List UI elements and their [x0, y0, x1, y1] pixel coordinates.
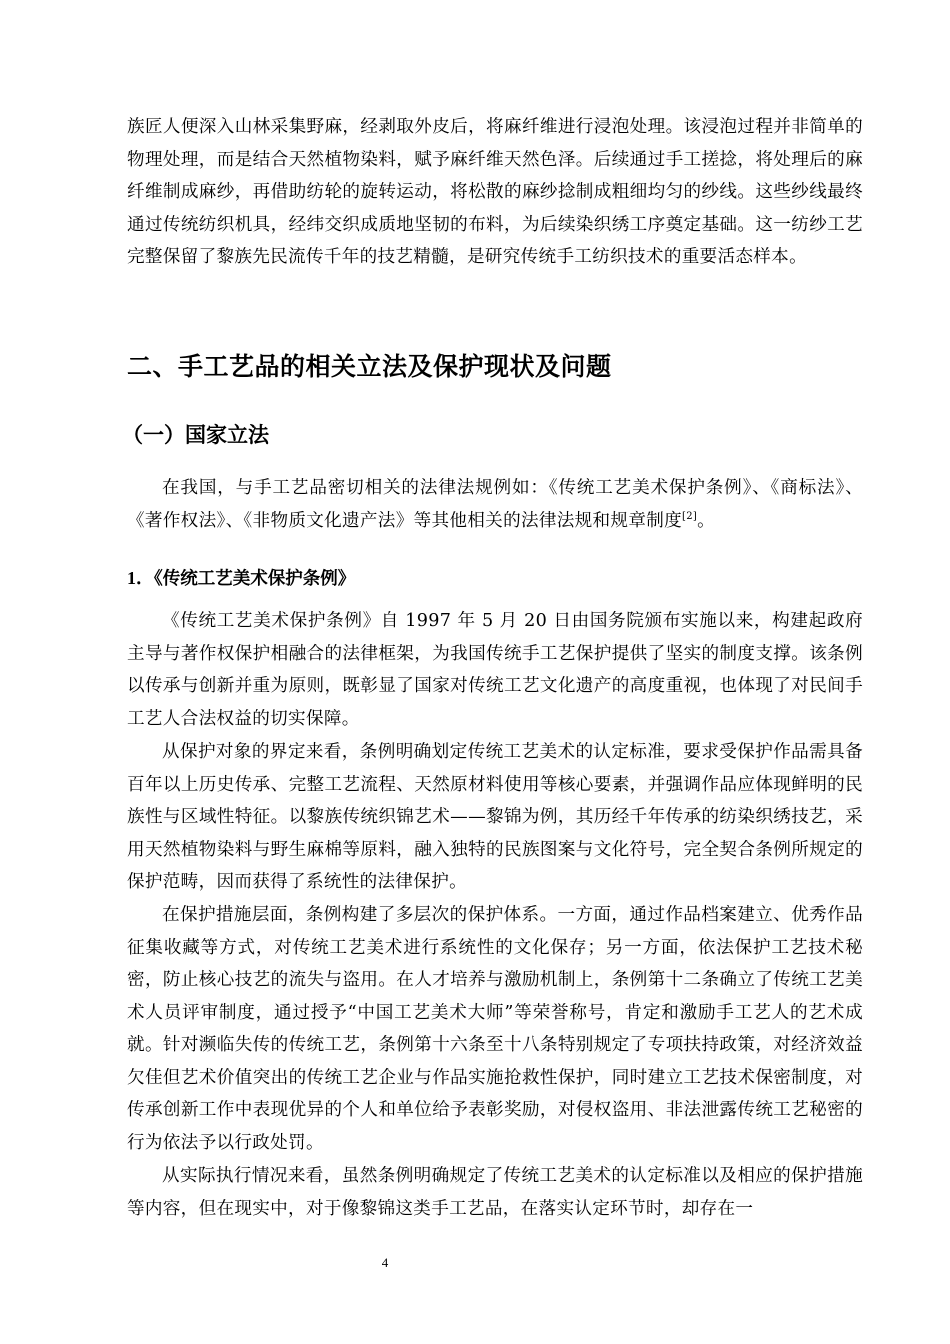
intro-text: 在我国，与手工艺品密切相关的法律法规例如：《传统工艺美术保护条例》、《商标法》、《著作权法》、《非物质文化遗产法》等其他相关的法律法规和规章制度 — [127, 478, 863, 531]
paragraph-intro — [127, 472, 863, 537]
page-number: 4 — [381, 1255, 389, 1270]
section-heading: 二、手工艺品的相关立法及保护现状及问题 — [127, 352, 612, 381]
paragraph-4: 从实际执行情况来看，虽然条例明确规定了传统工艺美术的认定标准以及相应的保护措施等内容，但在现实中，对于像黎锦这类手工艺品，在落实认定环节时，却存在一 — [127, 1166, 863, 1219]
paragraph-continuation: 族匠人便深入山林采集野麻，经剥取外皮后，将麻纤维进行浸泡处理。该浸泡过程并非简单的物理处理，而是结合天然植物染料，赋予麻纤维天然色泽。后续通过手工搓捻，将处理后的麻纤维制成麻纱，再借助纺轮的旋转运动，将松散的麻纱捻制成粗细均匀的纱线。这些纱线最终通过传统纺织机具，经纬交织成质地坚韧的布料，为后续染织绣工序奠定基础。这一纺纱工艺完整保留了黎族先民流传千年的技艺精髓，是研究传统手工纺织技术的重要活态样本。 — [127, 117, 863, 267]
citation-ref: [2] — [682, 510, 698, 522]
item-number: 1． — [127, 568, 154, 588]
paragraph-1: 《传统工艺美术保护条例》自 1997 年 5 月 20 日由国务院颁布实施以来，构建起政府主导与著作权保护相融合的法律框架，为我国传统手工艺保护提供了坚实的制度支撑。该条例以传承与创新并重为原则，既彰显了国家对传统工艺文化遗产的高度重视，也体现了对民间手工艺人合法权益的切实保障。 — [127, 611, 863, 729]
item-title: 《传统工艺美术保护条例》 — [154, 569, 356, 589]
item-heading — [127, 564, 863, 593]
paragraph-2: 从保护对象的界定来看，条例明确划定传统工艺美术的认定标准，要求受保护作品需具备百年以上历史传承、完整工艺流程、天然原材料使用等核心要素，并强调作品应体现鲜明的民族性与区域性特征。以黎族传统织锦艺术——黎锦为例，其历经千年传承的纺染织绣技艺，采用天然植物染料与野生麻棉等原料，融入独特的民族图案与文化符号，完全契合条例所规定的保护范畴，因而获得了系统性的法律保护。 — [127, 742, 863, 892]
paragraph-3: 在保护措施层面，条例构建了多层次的保护体系。一方面，通过作品档案建立、优秀作品征集收藏等方式，对传统工艺美术进行系统性的文化保存；另一方面，依法保护工艺技术秘密，防止核心技艺的流失与盗用。在人才培养与激励机制上，条例第十二条确立了传统工艺美术人员评审制度，通过授予“中国工艺美术大师”等荣誉称号，肯定和激励手工艺人的艺术成就。针对濒临失传的传统工艺，条例第十六条至十八条特别规定了专项扶持政策，对经济效益欠佳但艺术价值突出的传统工艺企业与作品实施抢救性保护，同时建立工艺技术保密制度，对传承创新工作中表现优异的个人和单位给予表彰奖励，对侵权盗用、非法泄露传统工艺秘密的行为依法予以行政处罚。 — [127, 905, 863, 1153]
subsection-heading: （一）国家立法 — [122, 423, 269, 447]
intro-end: 。 — [697, 510, 715, 531]
